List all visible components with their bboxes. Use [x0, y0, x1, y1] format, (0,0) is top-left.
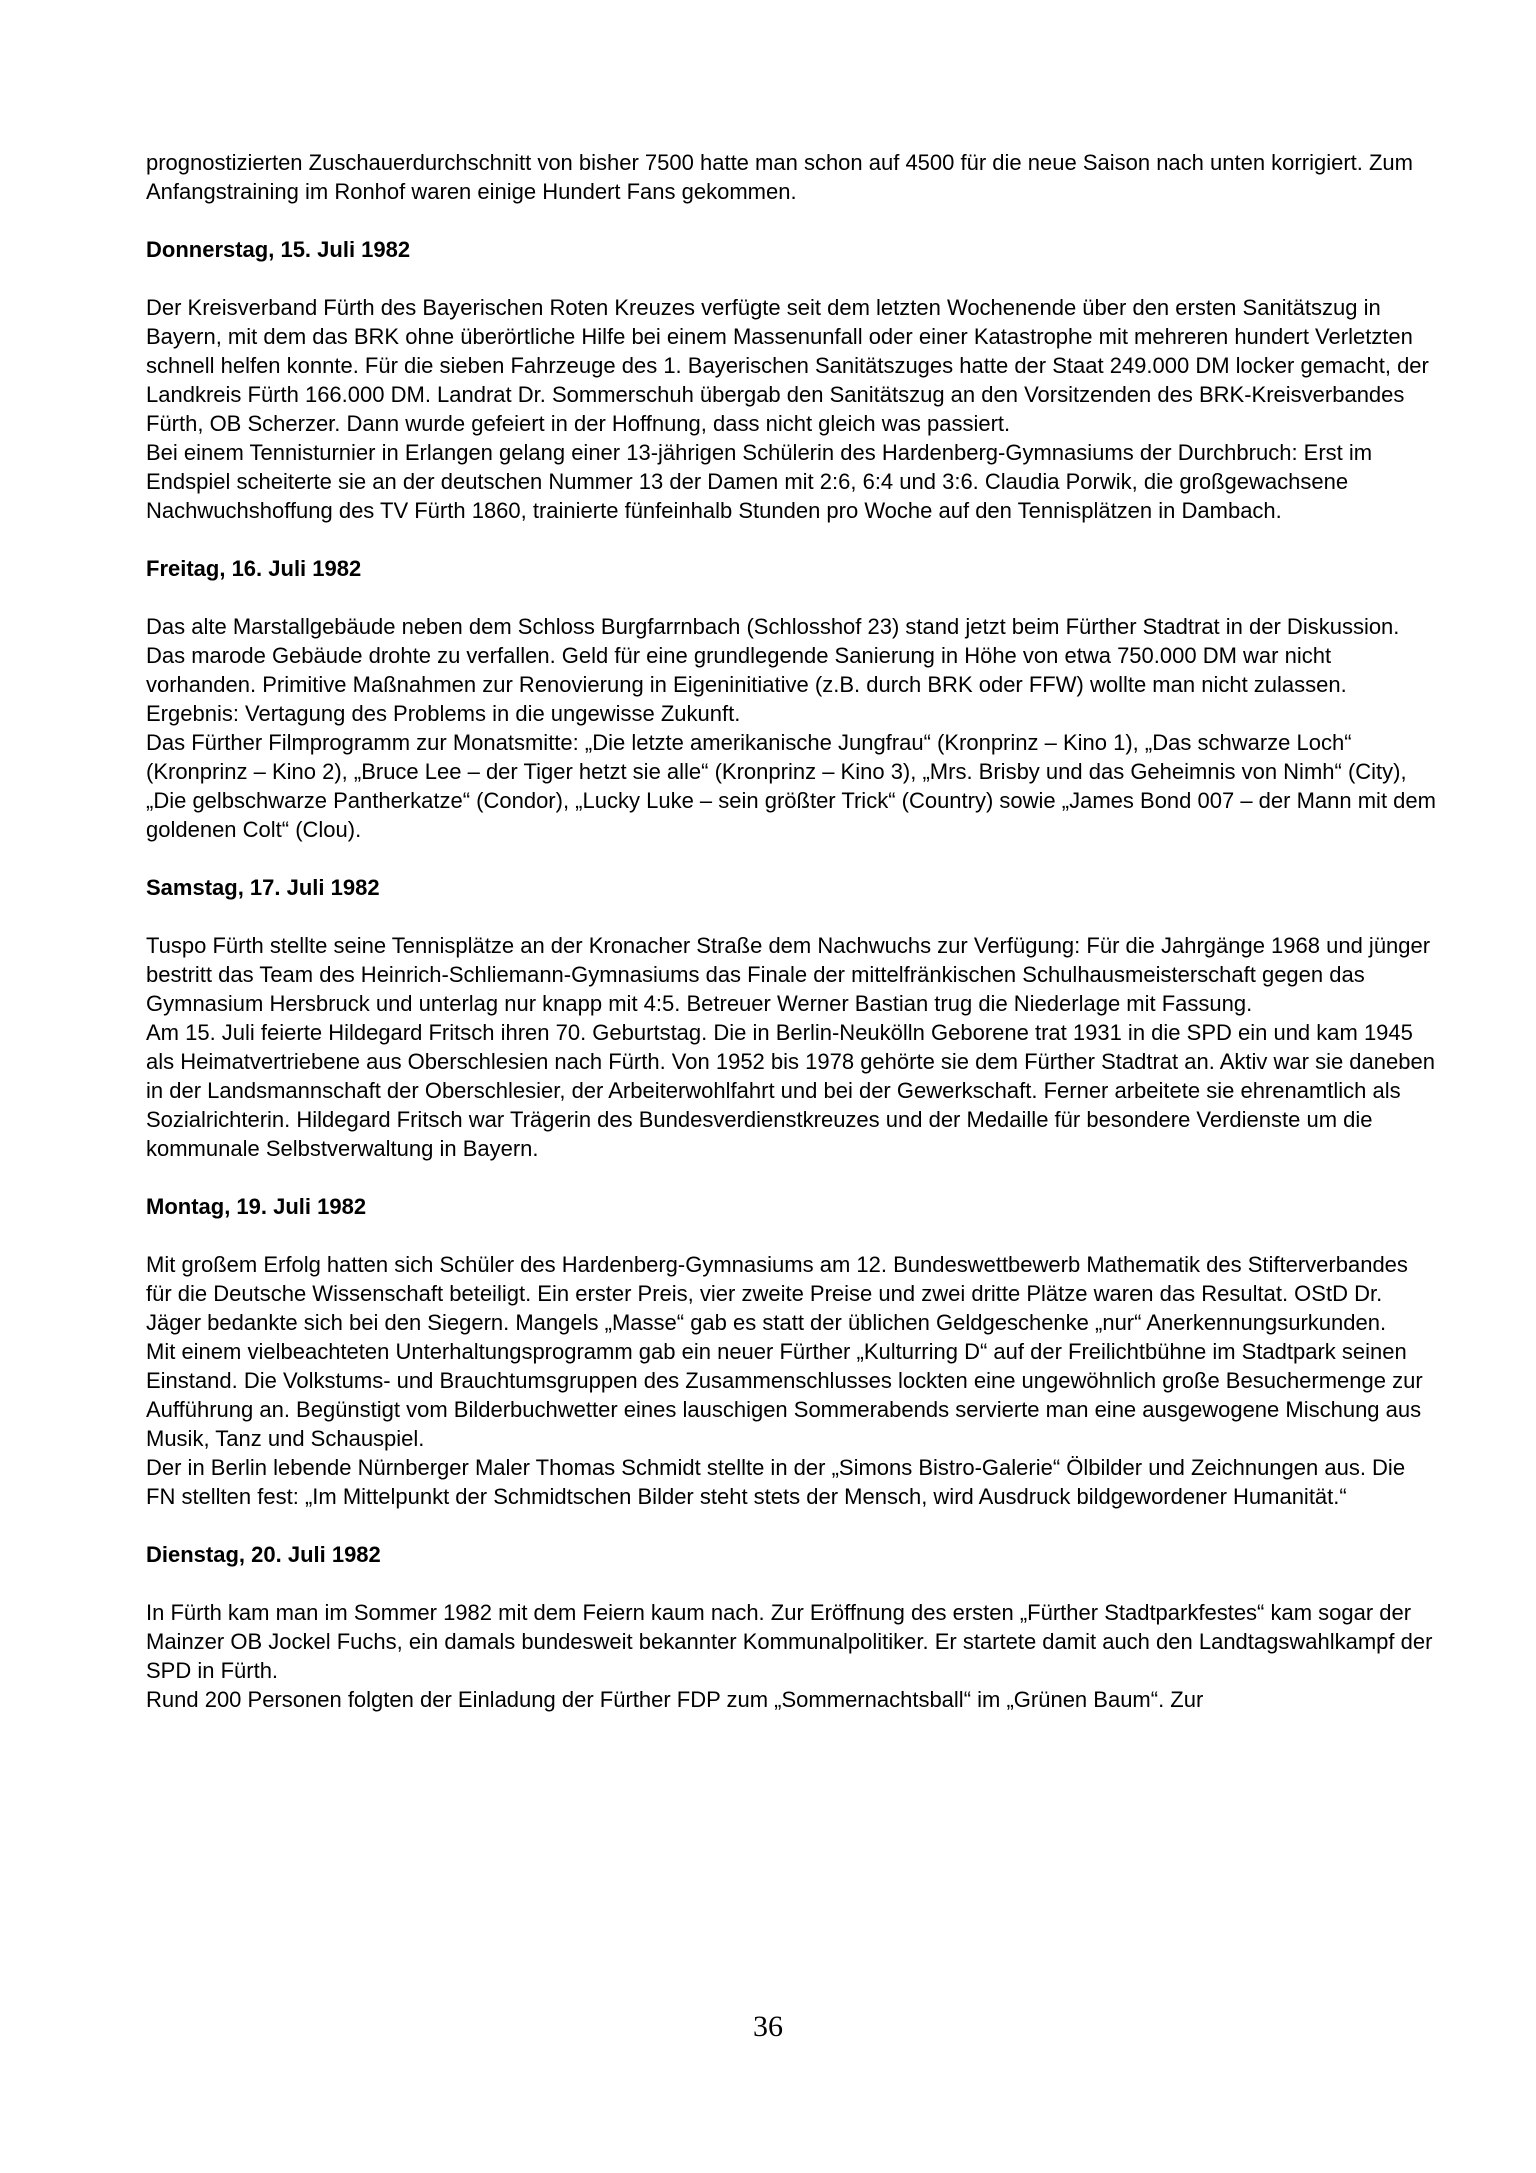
date-heading: Dienstag, 20. Juli 1982 [146, 1542, 381, 1567]
section-paragraphs [146, 612, 1438, 844]
body-paragraph: Das alte Marstallgebäude neben dem Schloss Burgfarrnbach (Schlosshof 23) stand jetzt beim Fürther Stadtrat in der Diskussion. Das marode Gebäude drohte zu verfallen. Geld für eine grundlegende Sanierung in Höhe von etwa 750.000 DM war nicht vorhanden. Primitive Maßnahmen zur Renovierung in Eigeninitiative (z.B. durch BRK oder FFW) wollte man nicht zulassen. Ergebnis: Vertagung des Problems in die ungewisse Zukunft. [146, 614, 1400, 726]
page-number: 36 [753, 2010, 783, 2043]
body-paragraph: In Fürth kam man im Sommer 1982 mit dem Feiern kaum nach. Zur Eröffnung des ersten „Fürther Stadtparkfestes“ kam sogar der Mainzer OB Jockel Fuchs, ein damals bundesweit bekannter Kommunalpolitiker. Er startete damit auch den Landtagswahlkampf der SPD in Fürth. [146, 1600, 1433, 1683]
intro-paragraph: prognostizierten Zuschauerdurchschnitt von bisher 7500 hatte man schon auf 4500 für die neue Saison nach unten korrigiert. Zum Anfangstraining im Ronhof waren einige Hundert Fans gekommen. [146, 150, 1413, 204]
body-paragraph: Der in Berlin lebende Nürnberger Maler Thomas Schmidt stellte in der „Simons Bistro-Galerie“ Ölbilder und Zeichnungen aus. Die FN stellten fest: „Im Mittelpunkt der Schmidtschen Bilder steht stets der Mensch, wird Ausdruck bildgewordener Humanität.“ [146, 1455, 1406, 1509]
section-paragraphs [146, 293, 1438, 525]
chronicle-section [146, 1192, 1438, 1511]
date-heading: Freitag, 16. Juli 1982 [146, 556, 362, 581]
body-paragraph: Am 15. Juli feierte Hildegard Fritsch ihren 70. Geburtstag. Die in Berlin-Neukölln Geborene trat 1931 in die SPD ein und kam 1945 als Heimatvertriebene aus Oberschlesien nach Fürth. Von 1952 bis 1978 gehörte sie dem Fürther Stadtrat an. Aktiv war sie daneben in der Landsmannschaft der Oberschlesier, der Arbeiterwohlfahrt und bei der Gewerkschaft. Ferner arbeitete sie ehrenamtlich als Sozialrichterin. Hildegard Fritsch war Trägerin des Bundesverdienstkreuzes und der Medaille für besondere Verdienste um die kommunale Selbstverwaltung in Bayern. [146, 1020, 1435, 1161]
body-paragraph: Bei einem Tennisturnier in Erlangen gelang einer 13-jährigen Schülerin des Hardenberg-Gymnasiums der Durchbruch: Erst im Endspiel scheiterte sie an der deutschen Nummer 13 der Damen mit 2:6, 6:4 und 3:6. Claudia Porwik, die großgewachsene Nachwuchshoffung des TV Fürth 1860, trainierte fünfeinhalb Stunden pro Woche auf den Tennisplätzen in Dambach. [146, 440, 1373, 523]
date-heading: Montag, 19. Juli 1982 [146, 1194, 367, 1219]
page-content [146, 148, 1438, 1714]
date-heading: Donnerstag, 15. Juli 1982 [146, 237, 411, 262]
section-paragraphs [146, 931, 1438, 1163]
date-heading: Samstag, 17. Juli 1982 [146, 875, 380, 900]
body-paragraph: Tuspo Fürth stellte seine Tennisplätze an der Kronacher Straße dem Nachwuchs zur Verfügung: Für die Jahrgänge 1968 und jünger bestritt das Team des Heinrich-Schliemann-Gymnasiums das Finale der mittelfränkischen Schulhausmeisterschaft gegen das Gymnasium Hersbruck und unterlag nur knapp mit 4:5. Betreuer Werner Bastian trug die Niederlage mit Fassung. [146, 933, 1431, 1016]
body-paragraph: Mit großem Erfolg hatten sich Schüler des Hardenberg-Gymnasiums am 12. Bundeswettbewerb Mathematik des Stifterverbandes für die Deutsche Wissenschaft beteiligt. Ein erster Preis, vier zweite Preise und zwei dritte Plätze waren das Resultat. OStD Dr. Jäger bedankte sich bei den Siegern. Mangels „Masse“ gab es statt der üblichen Geldgeschenke „nur“ Anerkennungsurkunden. [146, 1252, 1408, 1335]
chronicle-section [146, 235, 1438, 525]
body-paragraph: Der Kreisverband Fürth des Bayerischen Roten Kreuzes verfügte seit dem letzten Wochenende über den ersten Sanitätszug in Bayern, mit dem das BRK ohne überörtliche Hilfe bei einem Massenunfall oder einer Katastrophe mit mehreren hundert Verletzten schnell helfen konnte. Für die sieben Fahrzeuge des 1. Bayerischen Sanitätszuges hatte der Staat 249.000 DM locker gemacht, der Landkreis Fürth 166.000 DM. Landrat Dr. Sommerschuh übergab den Sanitätszug an den Vorsitzenden des BRK-Kreisverbandes Fürth, OB Scherzer. Dann wurde gefeiert in der Hoffnung, dass nicht gleich was passiert. [146, 295, 1429, 436]
section-paragraphs [146, 1250, 1438, 1511]
chronicle-section [146, 554, 1438, 844]
chronicle-sections [146, 235, 1438, 1714]
body-paragraph: Rund 200 Personen folgten der Einladung der Fürther FDP zum „Sommernachtsball“ im „Grünen Baum“. Zur [146, 1687, 1204, 1712]
chronicle-section [146, 873, 1438, 1163]
body-paragraph: Das Fürther Filmprogramm zur Monatsmitte: „Die letzte amerikanische Jungfrau“ (Kronprinz – Kino 1), „Das schwarze Loch“ (Kronprinz – Kino 2), „Bruce Lee – der Tiger hetzt sie alle“ (Kronprinz – Kino 3), „Mrs. Brisby und das Geheimnis von Nimh“ (City), „Die gelbschwarze Pantherkatze“ (Condor), „Lucky Luke – sein größter Trick“ (Country) sowie „James Bond 007 – der Mann mit dem goldenen Colt“ (Clou). [146, 730, 1436, 842]
body-paragraph: Mit einem vielbeachteten Unterhaltungsprogramm gab ein neuer Fürther „Kulturring D“ auf der Freilichtbühne im Stadtpark seinen Einstand. Die Volkstums- und Brauchtumsgruppen des Zusammenschlusses lockten eine ungewöhnlich große Besuchermenge zur Aufführung an. Begünstigt vom Bilderbuchwetter eines lauschigen Sommerabends servierte man eine ausgewogene Mischung aus Musik, Tanz und Schauspiel. [146, 1339, 1423, 1451]
section-paragraphs [146, 1598, 1438, 1714]
chronicle-section [146, 1540, 1438, 1714]
